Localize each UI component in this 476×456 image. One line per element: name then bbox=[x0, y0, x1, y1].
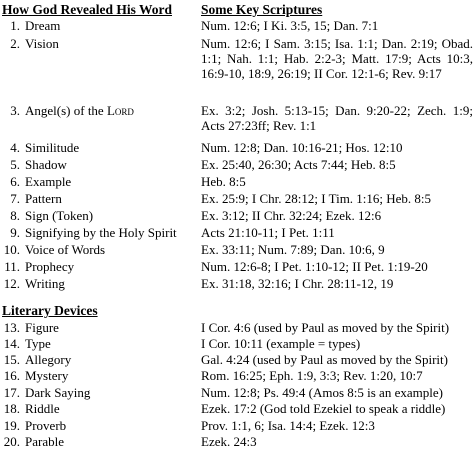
item-label: Vision bbox=[25, 36, 59, 51]
item-number: 2. bbox=[10, 36, 20, 51]
item-label: Pattern bbox=[25, 191, 62, 206]
item-label: Allegory bbox=[25, 352, 72, 367]
item-label: Shadow bbox=[25, 157, 67, 172]
item-number: 20. bbox=[3, 434, 20, 449]
label-text: Angel(s) of the bbox=[25, 103, 107, 118]
item-number: 1. bbox=[10, 18, 20, 33]
item-scriptures: Ex. 3:12; II Chr. 32:24; Ezek. 12:6 bbox=[201, 208, 382, 223]
item-label bbox=[25, 103, 134, 119]
item-scriptures: Ex. 31:18, 32:16; I Chr. 28:11-12, 19 bbox=[201, 276, 394, 291]
item-number: 7. bbox=[10, 191, 20, 206]
item-label: Proverb bbox=[25, 418, 67, 433]
header-key-scriptures: Some Key Scriptures bbox=[201, 2, 323, 17]
item-label: Parable bbox=[25, 434, 64, 449]
item-scriptures: Ezek. 24:3 bbox=[201, 434, 257, 449]
item-scriptures: Ezek. 17:2 (God told Ezekiel to speak a riddle) bbox=[201, 401, 446, 416]
item-number: 3. bbox=[10, 103, 20, 118]
item-scriptures: Num. 12:8; Dan. 10:16-21; Hos. 12:10 bbox=[201, 140, 403, 155]
item-number: 5. bbox=[10, 157, 20, 172]
item-label: Prophecy bbox=[25, 259, 75, 274]
item-label: Mystery bbox=[25, 368, 69, 383]
item-label: Example bbox=[25, 174, 72, 189]
item-number: 9. bbox=[10, 225, 20, 240]
item-number: 6. bbox=[10, 174, 20, 189]
item-label: Voice of Words bbox=[25, 242, 106, 257]
item-scriptures: Ex. 3:2; Josh. 5:13-15; Dan. 9:20-22; Zech. 1:9; Acts 27:23ff; Rev. 1:1 bbox=[201, 103, 473, 134]
item-label: Signifying by the Holy Spirit bbox=[25, 225, 177, 240]
item-number: 10. bbox=[3, 242, 20, 257]
item-scriptures: Ex. 25:9; I Chr. 28:12; I Tim. 1:16; Heb. 8:5 bbox=[201, 191, 432, 206]
label-small-caps: Lord bbox=[106, 103, 134, 118]
item-scriptures: I Cor. 10:11 (example = types) bbox=[201, 336, 361, 351]
item-scriptures: Num. 12:6; I Sam. 3:15; Isa. 1:1; Dan. 2:19; Obad. 1:1; Nah. 1:1; Hab. 2:2-3; Matt. 17:9; Acts 10:3, 16:9-10, 18:9, 26:19; II Cor. 12:1-6; Rev. 9:17 bbox=[201, 36, 473, 82]
item-label: Similitude bbox=[25, 140, 80, 155]
item-number: 13. bbox=[3, 320, 20, 335]
item-scriptures: Num. 12:6; I Ki. 3:5, 15; Dan. 7:1 bbox=[201, 18, 379, 33]
item-number: 12. bbox=[3, 276, 20, 291]
item-scriptures: Heb. 8:5 bbox=[201, 174, 246, 189]
item-label: Type bbox=[25, 336, 51, 351]
item-label: Writing bbox=[25, 276, 65, 291]
item-label: Riddle bbox=[25, 401, 60, 416]
item-number: 8. bbox=[10, 208, 20, 223]
item-scriptures: Ex. 33:11; Num. 7:89; Dan. 10:6, 9 bbox=[201, 242, 385, 257]
item-scriptures: Gal. 4:24 (used by Paul as moved by the Spirit) bbox=[201, 352, 448, 367]
header-literary-devices: Literary Devices bbox=[2, 303, 98, 318]
item-number: 14. bbox=[3, 336, 20, 351]
item-label: Sign (Token) bbox=[25, 208, 94, 223]
item-label: Dark Saying bbox=[25, 385, 91, 400]
item-number: 16. bbox=[3, 368, 20, 383]
item-label: Dream bbox=[25, 18, 61, 33]
item-scriptures: Ex. 25:40, 26:30; Acts 7:44; Heb. 8:5 bbox=[201, 157, 396, 172]
item-number: 18. bbox=[3, 401, 20, 416]
item-scriptures: Prov. 1:1, 6; Isa. 14:4; Ezek. 12:3 bbox=[201, 418, 375, 433]
item-scriptures: Num. 12:6-8; I Pet. 1:10-12; II Pet. 1:19-20 bbox=[201, 259, 428, 274]
item-number: 11. bbox=[4, 259, 20, 274]
item-number: 17. bbox=[3, 385, 20, 400]
item-scriptures: I Cor. 4:6 (used by Paul as moved by the Spirit) bbox=[201, 320, 450, 335]
item-number: 19. bbox=[3, 418, 20, 433]
item-label: Figure bbox=[25, 320, 59, 335]
item-scriptures: Acts 21:10-11; I Pet. 1:11 bbox=[201, 225, 335, 240]
item-scriptures: Rom. 16:25; Eph. 1:9, 3:3; Rev. 1:20, 10:7 bbox=[201, 368, 423, 383]
item-number: 4. bbox=[10, 140, 20, 155]
header-how-god-revealed: How God Revealed His Word bbox=[2, 2, 173, 17]
item-scriptures: Num. 12:8; Ps. 49:4 (Amos 8:5 is an example) bbox=[201, 385, 443, 400]
item-number: 15. bbox=[3, 352, 20, 367]
